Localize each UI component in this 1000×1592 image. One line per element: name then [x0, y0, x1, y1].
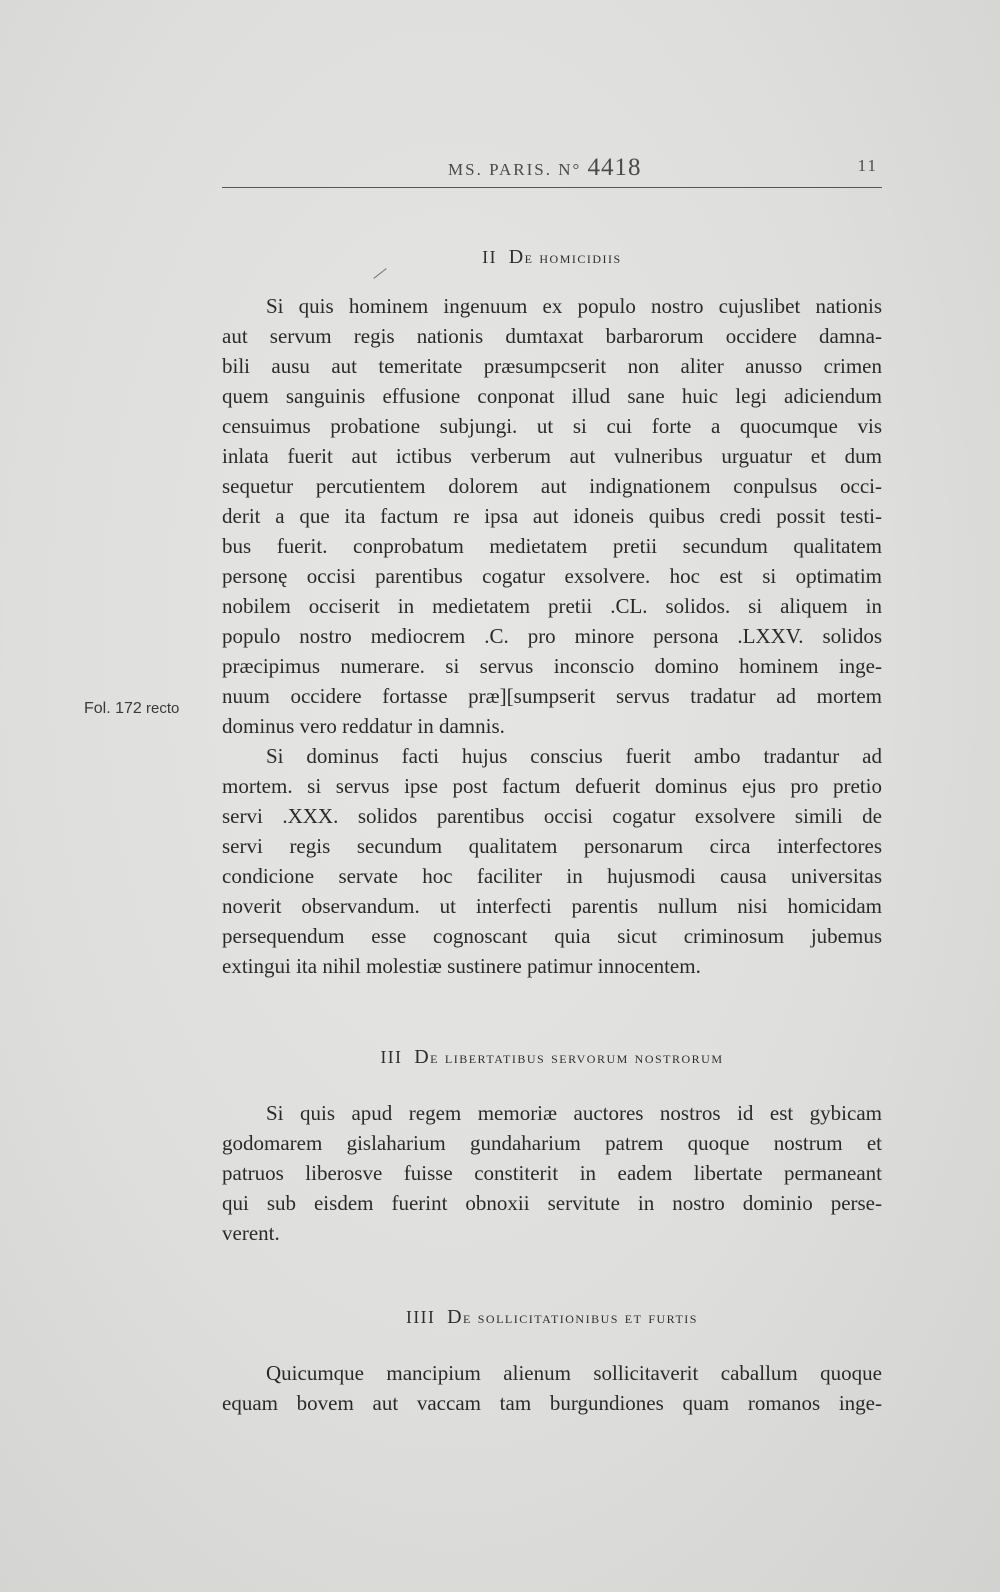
running-header	[222, 150, 882, 190]
text-line: bus fuerit. conprobatum medietatem pretii secundum qualitatem	[222, 534, 882, 558]
section-title-cap: D	[414, 1046, 431, 1068]
text-line: noverit observandum. ut interfecti parentis nullum nisi homicidam	[222, 894, 882, 918]
text-line: equam bovem aut vaccam tam burgundiones quam romanos inge-	[222, 1391, 882, 1415]
text-line: mortem. si servus ipse post factum defuerit dominus ejus pro pretio	[222, 774, 882, 798]
text-line: extingui ita nihil molestiæ sustinere patimur innocentem.	[222, 954, 701, 978]
header-title-number: 4418	[587, 154, 642, 181]
marginal-side: recto	[145, 700, 180, 717]
section-title-rest: e homicidiis	[524, 247, 622, 267]
section-heading-ii	[222, 246, 882, 269]
text-line: nobilem occiserit in medietatem pretii .CL. solidos. si aliquem in	[222, 594, 882, 618]
text-line: bili ausu aut temeritate præsumpcserit non aliter anusso crimen	[222, 354, 882, 378]
section-heading-iiii	[222, 1306, 882, 1329]
text-line: verent.	[222, 1221, 280, 1245]
text-line: Quicumque mancipium alienum sollicitaverit caballum quoque	[266, 1361, 882, 1385]
text-line: personę occisi parentibus cogatur exsolvere. hoc est si optimatim	[222, 564, 882, 588]
text-line: dominus vero reddatur in damnis.	[222, 714, 505, 738]
section-body-iii	[222, 1098, 882, 1248]
text-line: qui sub eisdem fuerint obnoxii servitute in nostro dominio perse-	[222, 1191, 882, 1215]
text-line: censuimus probatione subjungi. ut si cui forte a quocumque vis	[222, 414, 882, 438]
text-line: servi .XXX. solidos parentibus occisi cogatur exsolvere simili de	[222, 804, 882, 828]
text-line: præcipimus numerare. si servus inconscio domino hominem inge-	[222, 654, 882, 678]
text-line: derit a que ita factum re ipsa aut idoneis quibus credi possit testi-	[222, 504, 882, 528]
text-line: persequendum esse cognoscant quia sicut criminosum jubemus	[222, 924, 882, 948]
text-line: Si quis apud regem memoriæ auctores nostros id est gybicam	[266, 1101, 882, 1125]
text-line: condicione servate hoc faciliter in hujusmodi causa universitas	[222, 864, 882, 888]
section-body-iiii	[222, 1358, 882, 1418]
text-line: inlata fuerit aut ictibus verberum aut vulneribus urguatur et dum	[222, 444, 882, 468]
text-line: godomarem gislaharium gundaharium patrem quoque nostrum et	[222, 1131, 882, 1155]
header-title-prefix: MS. PARIS. N°	[448, 160, 582, 179]
section-heading-iii	[222, 1046, 882, 1069]
marginal-folio: Fol. 172	[84, 700, 142, 717]
header-rule	[222, 187, 882, 188]
page-number: 11	[857, 156, 878, 175]
pencil-mark	[373, 268, 386, 279]
text-line: nuum occidere fortasse præ][sumpserit servus tradatur ad mortem	[222, 684, 882, 708]
text-line: Si quis hominem ingenuum ex populo nostro cujuslibet nationis	[266, 294, 882, 318]
section-body-ii	[222, 291, 882, 981]
section-title-rest: e libertatibus servorum nostrorum	[430, 1047, 724, 1067]
text-line: aut servum regis nationis dumtaxat barbarorum occidere damna-	[222, 324, 882, 348]
section-title-cap: D	[508, 246, 525, 268]
text-line: Si dominus facti hujus conscius fuerit ambo tradantur ad	[266, 744, 882, 768]
section-numeral: II	[482, 247, 497, 267]
text-line: populo nostro mediocrem .C. pro minore persona .LXXV. solidos	[222, 624, 882, 648]
section-title-rest: e sollicitationibus et furtis	[463, 1307, 698, 1327]
header-title	[448, 154, 642, 182]
text-line: servi regis secundum qualitatem personarum circa interfectores	[222, 834, 882, 858]
text-line: patruos liberosve fuisse constiterit in eadem libertate permaneant	[222, 1161, 882, 1185]
section-title-cap: D	[447, 1306, 464, 1328]
marginal-folio-note	[84, 700, 179, 718]
section-numeral: IIII	[406, 1307, 436, 1327]
text-line: sequetur percutientem dolorem aut indignationem conpulsus occi-	[222, 474, 882, 498]
section-numeral: III	[380, 1047, 403, 1067]
text-line: quem sanguinis effusione conponat illud sane huic legi adiciendum	[222, 384, 882, 408]
